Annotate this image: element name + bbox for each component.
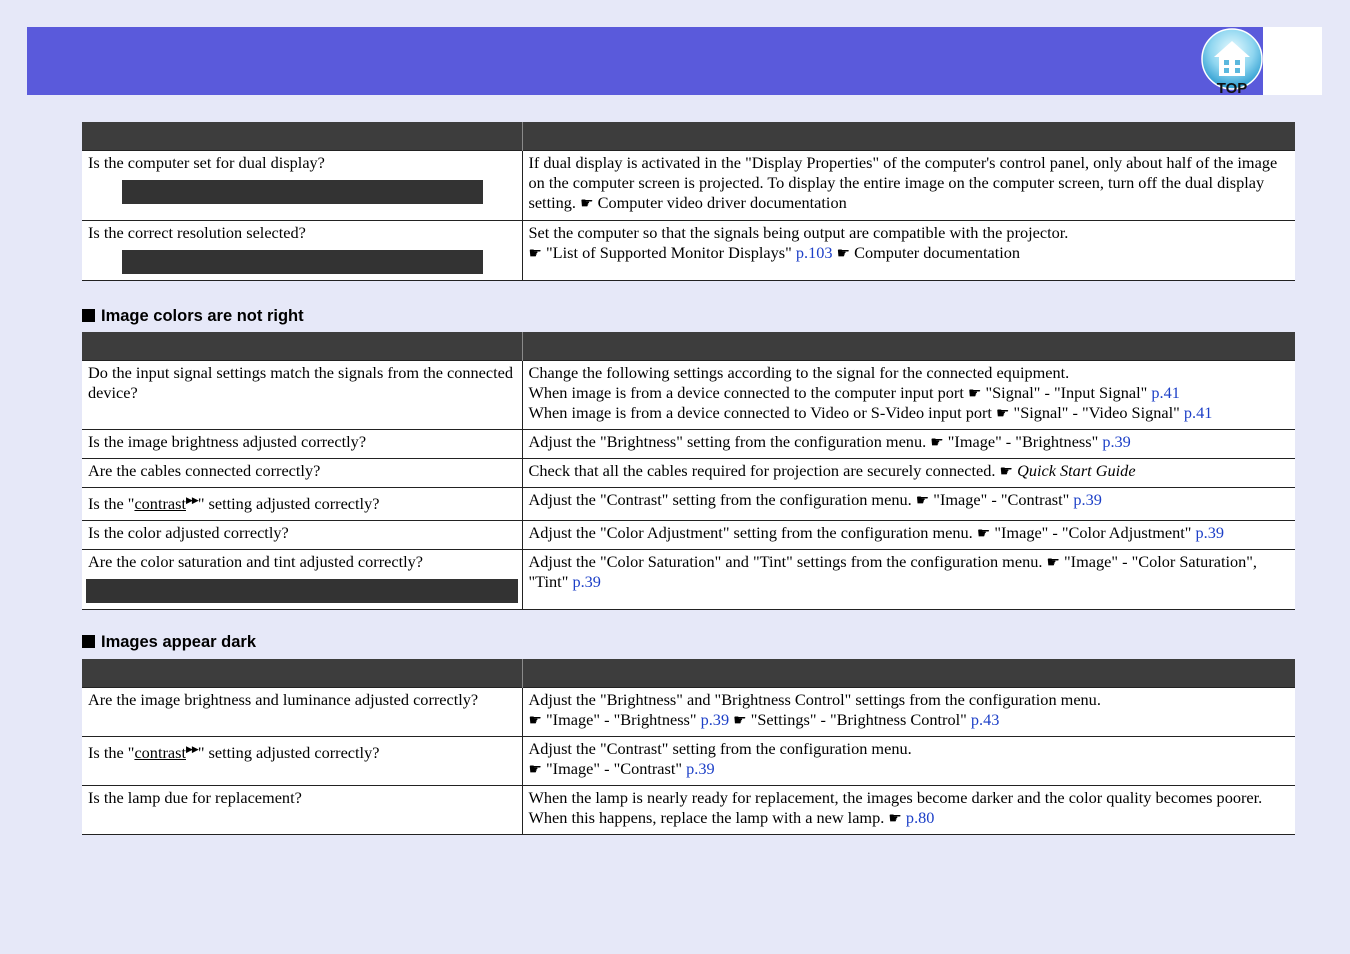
table-header-cell [82, 332, 522, 361]
answer-cell [522, 521, 1295, 550]
page-link[interactable]: p.41 [1183, 403, 1213, 422]
reference-text: "Image" - "Contrast" [546, 759, 683, 778]
reference-text: "Settings" - "Brightness Control" [750, 710, 967, 729]
question-cell [82, 361, 522, 430]
table-row [82, 488, 1295, 521]
answer-cell [522, 430, 1295, 459]
reference-text: "Image" - "Contrast" [933, 490, 1070, 509]
pointing-hand-icon: ☛ [836, 244, 851, 262]
redacted-bar [86, 579, 518, 603]
pointing-hand-icon: ☛ [528, 711, 542, 729]
answer-text: Change the following settings according to the signal for the connected equipment. [528, 363, 1070, 382]
question-text: Is the lamp due for replacement? [88, 788, 302, 807]
answer-text: When the lamp is nearly ready for replacement, the images become darker and the color quality becomes poorer. When this happens, replace the lamp with a new lamp. [528, 788, 1263, 827]
answer-cell [522, 361, 1295, 430]
answer-text: Check that all the cables required for projection are securely connected. [528, 461, 996, 480]
question-cell [82, 459, 522, 488]
page-link[interactable]: p.39 [686, 759, 715, 778]
question-text: Are the cables connected correctly? [88, 461, 321, 480]
page-link[interactable]: p.103 [795, 243, 833, 262]
answer-text: Adjust the "Color Saturation" and "Tint" settings from the configuration menu. [528, 552, 1043, 571]
question-cell [82, 737, 522, 786]
pointing-hand-icon: ☛ [996, 404, 1010, 422]
question-cell [82, 221, 522, 281]
glossary-link[interactable]: contrast [134, 743, 186, 762]
answer-cell [522, 737, 1295, 786]
reference-text: "List of Supported Monitor Displays" [546, 243, 792, 262]
table-row [82, 550, 1295, 610]
question-cell [82, 521, 522, 550]
table-header-cell [82, 122, 522, 151]
question-cell [82, 688, 522, 737]
question-text: Do the input signal settings match the signals from the connected device? [88, 363, 514, 402]
table-row [82, 361, 1295, 430]
pointing-hand-icon: ☛ [528, 760, 542, 778]
page-link[interactable]: p.39 [700, 710, 730, 729]
reference-text: "Image" - "Color Adjustment" [994, 523, 1192, 542]
question-cell [82, 786, 522, 835]
reference-text: "Signal" - "Input Signal" [985, 383, 1148, 402]
troubleshooting-table-1 [82, 122, 1295, 281]
table-row [82, 151, 1295, 221]
reference-text: "Signal" - "Video Signal" [1013, 403, 1180, 422]
section-heading [82, 633, 256, 652]
answer-text: Adjust the "Brightness" and "Brightness Control" settings from the configuration menu. [528, 690, 1101, 709]
page-link[interactable]: p.43 [970, 710, 1000, 729]
answer-cell [522, 688, 1295, 737]
question-text: Are the image brightness and luminance adjusted correctly? [88, 690, 479, 709]
answer-text: When image is from a device connected to Video or S-Video input port [528, 403, 992, 422]
pointing-hand-icon: ☛ [1046, 553, 1060, 571]
troubleshooting-table-2 [82, 332, 1295, 610]
question-cell [82, 151, 522, 221]
answer-cell [522, 550, 1295, 610]
page-link[interactable]: p.41 [1151, 383, 1180, 402]
pointing-hand-icon: ☛ [976, 524, 991, 542]
page-link[interactable]: p.39 [1073, 490, 1102, 509]
double-arrow-icon: ▶▶ [185, 495, 198, 505]
home-top-icon [1200, 27, 1264, 97]
table-row [82, 430, 1295, 459]
question-text: Are the color saturation and tint adjusted correctly? [88, 552, 423, 571]
question-text: " setting adjusted correctly? [197, 743, 380, 762]
table-row [82, 688, 1295, 737]
pointing-hand-icon: ☛ [967, 384, 982, 402]
table-header-cell [522, 332, 1295, 361]
section-title: Images appear dark [101, 633, 256, 651]
page-header-bar [27, 27, 1263, 95]
glossary-link[interactable]: contrast [134, 494, 186, 513]
pointing-hand-icon: ☛ [580, 194, 594, 212]
page-link[interactable]: p.39 [1195, 523, 1224, 542]
answer-text: Adjust the "Contrast" setting from the configuration menu. [528, 739, 912, 758]
square-bullet-icon [82, 309, 95, 322]
reference-text: Computer documentation [854, 243, 1021, 262]
question-text: Is the image brightness adjusted correctly? [88, 432, 367, 451]
question-cell [82, 550, 522, 610]
pointing-hand-icon: ☛ [733, 711, 747, 729]
table-row [82, 221, 1295, 281]
svg-text:TOP: TOP [1216, 80, 1248, 97]
pointing-hand-icon: ☛ [888, 809, 902, 827]
redacted-bar [122, 180, 483, 204]
table-header-cell [82, 659, 522, 688]
redacted-bar [122, 250, 483, 274]
page-link[interactable]: p.39 [1102, 432, 1131, 451]
question-text: Is the computer set for dual display? [88, 153, 325, 172]
reference-text: "Image" - "Brightness" [947, 432, 1099, 451]
table-row [82, 737, 1295, 786]
answer-text: Adjust the "Contrast" setting from the configuration menu. [528, 490, 912, 509]
section-title: Image colors are not right [101, 307, 304, 325]
section-heading [82, 307, 304, 326]
reference-text: "Image" - "Brightness" [546, 710, 697, 729]
table-row [82, 521, 1295, 550]
troubleshooting-table-3 [82, 659, 1295, 835]
square-bullet-icon [82, 635, 95, 648]
answer-cell [522, 221, 1295, 281]
double-arrow-icon: ▶▶ [185, 744, 198, 754]
question-text: " setting adjusted correctly? [197, 494, 380, 513]
answer-text: Adjust the "Color Adjustment" setting from the configuration menu. [528, 523, 973, 542]
question-text: Is the color adjusted correctly? [88, 523, 289, 542]
answer-cell [522, 151, 1295, 221]
answer-text: When image is from a device connected to the computer input port [528, 383, 964, 402]
answer-text: Adjust the "Brightness" setting from the configuration menu. [528, 432, 927, 451]
question-text: Is the " [88, 494, 135, 513]
table-row [82, 459, 1295, 488]
question-text: Is the correct resolution selected? [88, 223, 306, 242]
page-link[interactable]: p.80 [905, 808, 935, 827]
table-header-cell [522, 122, 1295, 151]
table-header-cell [522, 659, 1295, 688]
answer-text: If dual display is activated in the "Display Properties" of the computer's control panel, only about half of the image on the computer screen is projected. To display the entire image on the computer screen, turn off the dual display setting. [528, 153, 1278, 212]
answer-cell [522, 488, 1295, 521]
page-link[interactable]: p.39 [572, 572, 601, 591]
table-row [82, 786, 1295, 835]
reference-text: Computer video driver documentation [597, 193, 847, 212]
pointing-hand-icon: ☛ [915, 491, 930, 509]
reference-text: Quick Start Guide [1017, 461, 1136, 480]
answer-cell [522, 459, 1295, 488]
top-button[interactable] [1200, 27, 1264, 97]
header-corner [1263, 27, 1322, 95]
pointing-hand-icon: ☛ [528, 244, 542, 262]
answer-text: Set the computer so that the signals being output are compatible with the projector. [528, 223, 1069, 242]
question-cell [82, 488, 522, 521]
pointing-hand-icon: ☛ [930, 433, 944, 451]
answer-cell [522, 786, 1295, 835]
reference-text: "Image" - "Color Saturation", "Tint" [528, 552, 1258, 591]
question-cell [82, 430, 522, 459]
pointing-hand-icon: ☛ [999, 462, 1013, 480]
question-text: Is the " [88, 743, 135, 762]
